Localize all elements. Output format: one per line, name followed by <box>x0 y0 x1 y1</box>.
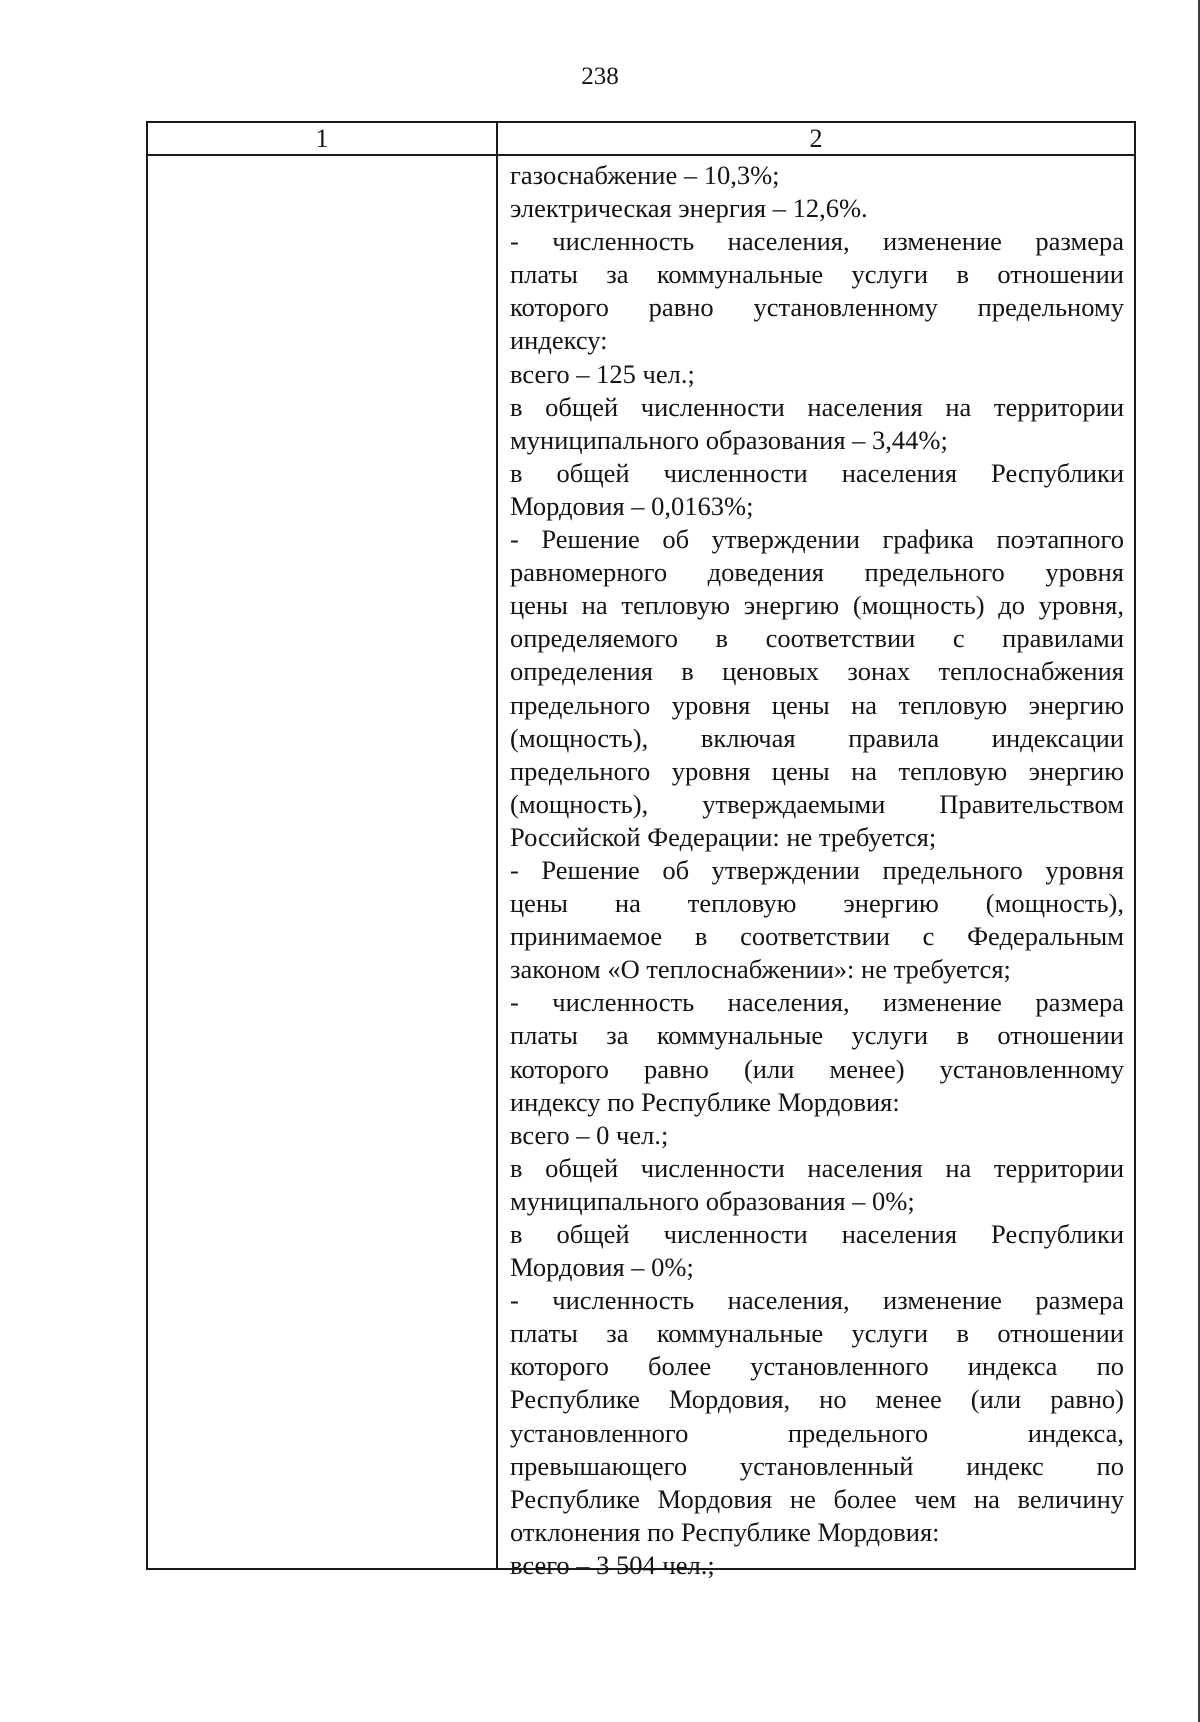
text-line: платы за коммунальные услуги в отношении <box>510 259 1124 290</box>
text-line: - численность населения, изменение размера <box>510 987 1124 1018</box>
text-line: отклонения по Республике Мордовия: <box>510 1516 940 1547</box>
text-line: в общей численности населения на территории <box>510 391 1124 422</box>
text-line: всего – 3 504 чел.; <box>510 1549 715 1580</box>
text-line: - Решение об утверждении графика поэтапного <box>510 524 1124 555</box>
text-line: индексу по Республике Мордовия: <box>510 1086 900 1117</box>
text-line: которого более установленного индекса по <box>510 1351 1124 1382</box>
text-line: которого равно установленному предельному <box>510 292 1124 323</box>
text-line: в общей численности населения Республики <box>510 1219 1124 1249</box>
text-line: муниципального образования – 0%; <box>510 1185 915 1216</box>
text-line: Республике Мордовия, но менее (или равно) <box>510 1384 1124 1415</box>
text-line: законом «О теплоснабжении»: не требуется; <box>510 954 1011 985</box>
text-line: муниципального образования – 3,44%; <box>510 424 948 455</box>
text-line: цены на тепловую энергию (мощность), <box>510 888 1124 919</box>
text-line: Мордовия – 0%; <box>510 1252 694 1283</box>
text-line: всего – 0 чел.; <box>510 1119 669 1150</box>
text-line: платы за коммунальные услуги в отношении <box>510 1020 1124 1051</box>
text-line: (мощность), включая правила индексации <box>510 722 1124 753</box>
table-cell-column-2 <box>510 159 1124 1582</box>
text-line: которого равно (или менее) установленному <box>510 1053 1124 1084</box>
header-cell-column-1: 1 <box>315 124 329 153</box>
header-cell-column-2: 2 <box>809 124 823 153</box>
text-line: Республике Мордовия не более чем на величину <box>510 1483 1124 1514</box>
text-line: установленного предельного индекса, <box>510 1417 1124 1448</box>
text-line: цены на тепловую энергию (мощность) до уровня, <box>510 590 1124 621</box>
text-line: превышающего установленный индекс по <box>510 1450 1124 1481</box>
text-line: в общей численности населения Республики <box>510 457 1124 488</box>
text-line: - численность населения, изменение размера <box>510 226 1124 257</box>
text-line: в общей численности населения на территории <box>510 1152 1124 1183</box>
text-line: - численность населения, изменение размера <box>510 1285 1124 1316</box>
text-line: определения в ценовых зонах теплоснабжения <box>510 656 1124 687</box>
text-line: равномерного доведения предельного уровня <box>510 557 1124 588</box>
page-number: 238 <box>581 63 619 90</box>
text-line: Российской Федерации: не требуется; <box>510 821 937 852</box>
text-line: принимаемое в соответствии с Федеральным <box>510 921 1124 952</box>
text-line: определяемого в соответствии с правилами <box>510 623 1124 654</box>
text-line: всего – 125 чел.; <box>510 358 695 389</box>
text-line: предельного уровня цены на тепловую энергию <box>510 689 1124 720</box>
table-header-row <box>148 123 1134 156</box>
text-line: Мордовия – 0,0163%; <box>510 490 754 521</box>
text-line: (мощность), утверждаемыми Правительством <box>510 788 1124 819</box>
table-cell-column-1 <box>148 156 496 1570</box>
text-line: платы за коммунальные услуги в отношении <box>510 1318 1124 1349</box>
text-line: - Решение об утверждении предельного уровня <box>510 854 1124 885</box>
text-line: электрическая энергия – 12,6%. <box>510 193 868 224</box>
text-line: предельного уровня цены на тепловую энергию <box>510 755 1124 786</box>
column-divider <box>496 123 498 1568</box>
text-line: индексу: <box>510 325 608 356</box>
text-line: газоснабжение – 10,3%; <box>510 160 780 190</box>
document-table <box>146 121 1136 1580</box>
